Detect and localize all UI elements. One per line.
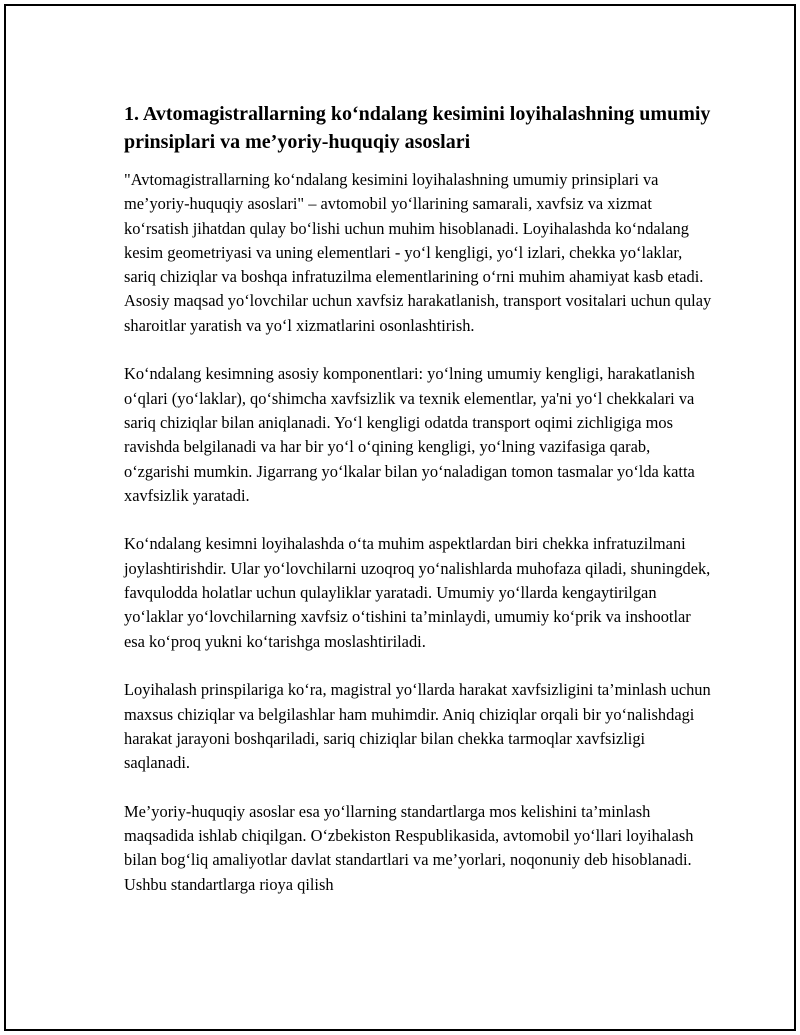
document-body bbox=[124, 100, 714, 921]
paragraph-4: Loyihalash prinspilariga ko‘ra, magistral yo‘llarda harakat xavfsizligini ta’minlash uchun maxsus chiziqlar va belgilashlar ham muhimdir. Aniq chiziqlar orqali bir yo‘nalishdagi harakat jarayoni boshqariladi, sariq chiziqlar bilan chekka tarmoqlar xavfsizligi saqlanadi. bbox=[124, 680, 711, 773]
section-heading: 1. Avtomagistrallarning ko‘ndalang kesimini loyihalashning umumiy prinsiplari va me’yoriy-huquqiy asoslari bbox=[124, 103, 711, 153]
paragraph-5: Me’yoriy-huquqiy asoslar esa yo‘llarning standartlarga mos kelishini ta’minlash maqsadida ishlab chiqilgan. O‘zbekiston Respublikasida, avtomobil yo‘llari loyihalash bilan bog‘liq amaliyotlar davlat standartlari va me’yorlari, noqonuniy deb hisoblanadi. Ushbu standartlarga rioya qilish bbox=[124, 801, 694, 894]
paragraph-1: "Avtomagistrallarning ko‘ndalang kesimini loyihalashning umumiy prinsiplari va me’yoriy-huquqiy asoslari" – avtomobil yo‘llarining samarali, xavfsiz va xizmat ko‘rsatish jihatdan qulay bo‘lishi uchun muhim hisoblanadi. Loyihalashda ko‘ndalang kesim geometriyasi va uning elementlari - yo‘l kengligi, yo‘l izlari, chekka yo‘laklar, sariq chiziqlar va boshqa infratuzilma elementlarining o‘rni muhim ahamiyat kasb etadi. Asosiy maqsad yo‘lovchilar uchun xavfsiz harakatlanish, transport vositalari uchun qulay sharoitlar yaratish va yo‘l xizmatlarini osonlashtirish. bbox=[124, 170, 712, 335]
paragraph-3: Ko‘ndalang kesimni loyihalashda o‘ta muhim aspektlardan biri chekka infratuzilmani joylashtirishdir. Ular yo‘lovchilarni uzoqroq yo‘nalishlarda muhofaza qiladi, shuningdek, favqulodda holatlar uchun qulayliklar yaratadi. Umumiy yo‘llarda kengaytirilgan yo‘laklar yo‘lovchilarning xavfsiz o‘tishini ta’minlaydi, umumiy ko‘prik va inshootlar esa ko‘proq yukni ko‘tarishga moslashtiriladi. bbox=[124, 534, 711, 651]
page-frame bbox=[4, 4, 796, 1031]
paragraph-2: Ko‘ndalang kesimning asosiy komponentlari: yo‘lning umumiy kengligi, harakatlanish o‘qlari (yo‘laklar), qo‘shimcha xavfsizlik va texnik elementlar, ya'ni yo‘l chekkalari va sariq chiziqlar bilan aniqlanadi. Yo‘l kengligi odatda transport oqimi zichligiga mos ravishda belgilanadi va har bir yo‘l o‘qining kengligi, yo‘lning vazifasiga qarab, o‘zgarishi mumkin. Jigarrang yo‘lkalar bilan yo‘naladigan tomon tasmalar yo‘lda katta xavfsizlik yaratadi. bbox=[124, 364, 695, 505]
